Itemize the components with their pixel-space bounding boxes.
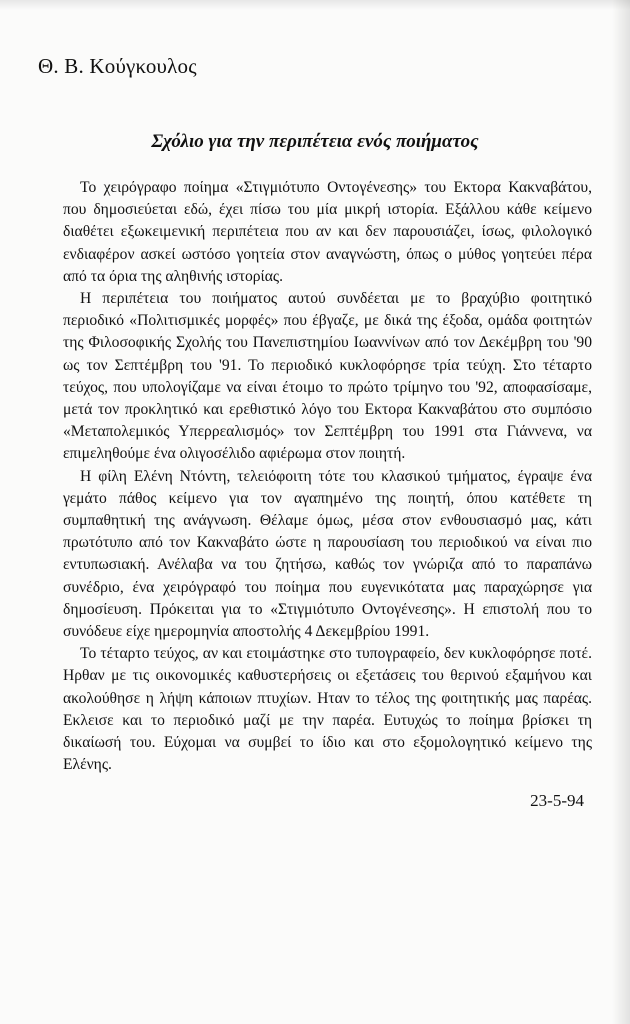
article-body [63, 177, 592, 776]
paragraph: Η περιπέτεια του ποιήματος αυτού συνδέεται με το βραχύβιο φοιτητικό περιοδικό «Πολιτισμικές μορφές» που έβγαζε, με δικά της έξοδα, ομάδα φοιτητών της Φιλοσοφικής Σχολής του Πανεπιστημίου Ιωαννίνων από τον Δεκέμβρη του '90 ως τον Σεπτέμβρη του '91. Το περιοδικό κυκλοφόρησε τρία τεύχη. Στο τέταρτο τεύχος, που υπολογίζαμε να είναι έτοιμο το πρώτο τρίμηνο του '92, αποφασίσαμε, μετά τον προκλητικό και ερεθιστικό λόγο του Εκτορα Κακναβάτου στο συμπόσιο «Μεταπολεμικός Υπερρεαλισμός» τον Σεπτέμβρη του 1991 στα Γιάννενα, να επιμεληθούμε ένα ολιγοσέλιδο αφιέρωμα στον ποιητή. [63, 290, 592, 463]
author-name: Θ. Β. Κούγκουλος [38, 54, 197, 78]
paragraph: Το χειρόγραφο ποίημα «Στιγμιότυπο Οντογένεσης» του Εκτορα Κακναβάτου, που δημοσιεύεται εδώ, έχει πίσω του μία μικρή ιστορία. Εξάλλου κάθε κείμενο διαθέτει εξωκειμενική περιπέτεια που αν και δεν παρουσιάζει, ίσως, φιλολογικό ενδιαφέρον ασκεί ωστόσο γοητεία στον αναγνώστη, όπως ο μύθος γοητεύει πέρα από τα όρια της αληθινής ιστορίας. [63, 179, 592, 285]
article-date: 23-5-94 [530, 791, 584, 810]
paragraph: Το τέταρτο τεύχος, αν και ετοιμάστηκε στο τυπογραφείο, δεν κυκλοφόρησε ποτέ. Ηρθαν με τις οικονομικές καθυστερήσεις οι εξετάσεις του θερινού εξαμήνου και ακολούθησε η λήψη κάποιων πτυχίων. Ηταν το τέλος της φοιτητικής μας παρέας. Εκλεισε και το περιοδικό μαζί με την παρέα. Ευτυχώς το ποίημα βρίσκει τη δικαίωσή του. Εύχομαι να συμβεί το ίδιο και στο εξομολογητικό κείμενο της Ελένης. [63, 645, 592, 774]
scan-shadow-right-edge [612, 0, 630, 1024]
article-title: Σχόλιο για την περιπέτεια ενός ποιήματος [151, 131, 479, 152]
scan-shadow-top [0, 0, 630, 10]
paragraph: Η φίλη Ελένη Ντόντη, τελειόφοιτη τότε του κλασικού τμήματος, έγραψε ένα γεμάτο πάθος κείμενο για τον αγαπημένο της ποιητή, όπου κατέθετε τη συμπαθητική της ανάγνωση. Θέλαμε όμως, μέσα στον ενθουσιασμό μας, κάτι πρωτότυπο από τον Κακναβάτο ώστε η παρουσίαση του περιοδικού να είναι πιο εντυπωσιακή. Ανέλαβα να του ζητήσω, καθώς τον γνώριζα από το παραπάνω συνέδριο, ένα χειρόγραφό του ποίημα που ευγενικότατα μας παραχώρησε για δημοσίευση. Πρόκειται για το «Στιγμιότυπο Οντογένεσης». Η επιστολή που το συνόδευε είχε ημερομηνία αποστολής 4 Δεκεμβρίου 1991. [63, 467, 592, 641]
